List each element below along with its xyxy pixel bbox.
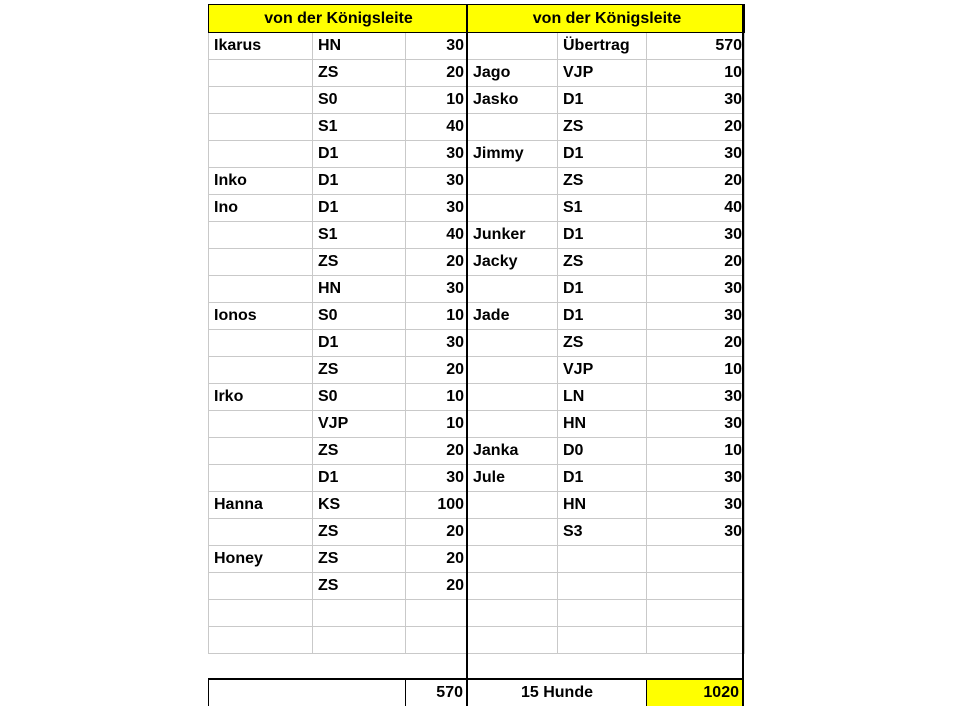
points-cell: 10	[406, 384, 467, 411]
dog-name-cell: Jule	[468, 465, 558, 492]
dog-name-cell	[468, 168, 558, 195]
points-cell: 20	[647, 114, 745, 141]
points-cell: 10	[406, 87, 467, 114]
dog-name-cell: Junker	[468, 222, 558, 249]
code-cell: ZS	[313, 546, 406, 573]
table-row	[209, 600, 467, 627]
points-cell: 20	[406, 519, 467, 546]
code-cell: D1	[558, 303, 647, 330]
dog-name-cell	[209, 330, 313, 357]
dog-name-cell	[209, 519, 313, 546]
table-row	[209, 573, 467, 600]
table-row	[209, 357, 467, 384]
code-cell: HN	[558, 492, 647, 519]
dog-name-cell	[468, 546, 558, 573]
dog-name-cell	[209, 627, 313, 654]
code-cell: D1	[313, 141, 406, 168]
code-cell: D0	[558, 438, 647, 465]
dog-name-cell	[468, 114, 558, 141]
dog-name-cell	[209, 465, 313, 492]
points-cell: 10	[406, 411, 467, 438]
code-cell: Übertrag	[558, 33, 647, 60]
table-row	[209, 168, 467, 195]
points-cell: 20	[406, 60, 467, 87]
code-cell: VJP	[558, 357, 647, 384]
points-cell: 30	[406, 276, 467, 303]
left-rows	[209, 33, 467, 654]
code-cell: VJP	[558, 60, 647, 87]
code-cell: KS	[313, 492, 406, 519]
table-row	[468, 492, 745, 519]
points-cell: 30	[647, 465, 745, 492]
table-row	[468, 438, 745, 465]
points-cell: 40	[406, 114, 467, 141]
table-row	[209, 438, 467, 465]
points-cell: 30	[406, 33, 467, 60]
dog-name-cell	[468, 384, 558, 411]
points-cell: 40	[406, 222, 467, 249]
code-cell: ZS	[313, 519, 406, 546]
dog-name-cell	[209, 276, 313, 303]
table-row	[209, 141, 467, 168]
table-row	[468, 600, 745, 627]
code-cell: LN	[558, 384, 647, 411]
table-row	[468, 276, 745, 303]
code-cell: D1	[558, 465, 647, 492]
points-cell: 20	[406, 573, 467, 600]
table-row	[468, 33, 745, 60]
points-cell: 30	[406, 465, 467, 492]
points-cell	[647, 573, 745, 600]
right-rows	[468, 33, 745, 654]
dog-name-cell	[209, 60, 313, 87]
code-cell: S3	[558, 519, 647, 546]
table-row	[468, 303, 745, 330]
left-header: von der Königsleite	[209, 5, 467, 33]
dog-name-cell	[209, 114, 313, 141]
dog-name-cell: Jade	[468, 303, 558, 330]
table-row	[209, 627, 467, 654]
table-row	[468, 627, 745, 654]
points-cell: 20	[647, 168, 745, 195]
dog-name-cell	[468, 519, 558, 546]
table-row	[468, 168, 745, 195]
dog-name-cell	[468, 357, 558, 384]
points-cell: 30	[647, 384, 745, 411]
code-cell: D1	[313, 330, 406, 357]
points-cell: 30	[406, 141, 467, 168]
table-row	[468, 384, 745, 411]
code-cell	[558, 546, 647, 573]
points-cell: 20	[406, 438, 467, 465]
code-cell: HN	[558, 411, 647, 438]
code-cell: S1	[313, 222, 406, 249]
dog-name-cell: Ino	[209, 195, 313, 222]
dog-name-cell	[468, 627, 558, 654]
code-cell: ZS	[313, 438, 406, 465]
left-table	[208, 4, 467, 654]
table-row	[209, 492, 467, 519]
code-cell: S1	[313, 114, 406, 141]
table-row	[209, 519, 467, 546]
points-cell	[406, 600, 467, 627]
code-cell: D1	[558, 87, 647, 114]
table-row	[468, 546, 745, 573]
left-total-label	[208, 680, 405, 706]
table-row	[468, 195, 745, 222]
code-cell: ZS	[313, 573, 406, 600]
points-cell: 10	[647, 438, 745, 465]
dog-name-cell: Jago	[468, 60, 558, 87]
points-cell: 10	[647, 60, 745, 87]
code-cell: D1	[313, 465, 406, 492]
code-cell: D1	[313, 195, 406, 222]
dog-name-cell	[468, 330, 558, 357]
code-cell	[558, 573, 647, 600]
code-cell: S1	[558, 195, 647, 222]
totals-row	[208, 678, 744, 706]
table-row	[468, 411, 745, 438]
code-cell	[313, 627, 406, 654]
dog-name-cell	[468, 33, 558, 60]
table-row	[468, 465, 745, 492]
code-cell: ZS	[313, 60, 406, 87]
table-row	[468, 141, 745, 168]
table-row	[468, 519, 745, 546]
dog-name-cell: Honey	[209, 546, 313, 573]
dog-name-cell: Irko	[209, 384, 313, 411]
code-cell	[313, 600, 406, 627]
table-row	[468, 330, 745, 357]
column-divider	[466, 4, 468, 706]
dog-name-cell	[468, 276, 558, 303]
points-cell: 100	[406, 492, 467, 519]
right-table	[467, 4, 745, 654]
code-cell: D1	[313, 168, 406, 195]
code-cell: ZS	[558, 330, 647, 357]
points-cell: 30	[647, 492, 745, 519]
points-cell	[406, 627, 467, 654]
code-cell: HN	[313, 276, 406, 303]
table-row	[209, 195, 467, 222]
dog-name-cell: Ionos	[209, 303, 313, 330]
code-cell: ZS	[558, 249, 647, 276]
table-row	[209, 60, 467, 87]
points-cell: 30	[647, 276, 745, 303]
right-header: von der Königsleite	[468, 5, 745, 33]
points-cell: 570	[647, 33, 745, 60]
grand-total: 1020	[646, 680, 742, 706]
points-cell: 10	[406, 303, 467, 330]
code-cell: S0	[313, 87, 406, 114]
points-cell: 40	[647, 195, 745, 222]
dog-name-cell	[468, 195, 558, 222]
code-cell: ZS	[558, 168, 647, 195]
points-cell: 30	[406, 330, 467, 357]
points-cell: 30	[647, 303, 745, 330]
points-cell	[647, 627, 745, 654]
table-row	[468, 222, 745, 249]
code-cell: ZS	[313, 357, 406, 384]
dog-name-cell	[468, 600, 558, 627]
points-cell: 20	[647, 249, 745, 276]
spreadsheet	[208, 4, 744, 706]
dog-name-cell: Inko	[209, 168, 313, 195]
points-cell: 20	[647, 330, 745, 357]
points-cell: 20	[406, 357, 467, 384]
dog-name-cell: Janka	[468, 438, 558, 465]
points-cell: 20	[406, 546, 467, 573]
table-row	[209, 384, 467, 411]
dog-name-cell: Hanna	[209, 492, 313, 519]
dog-name-cell	[209, 222, 313, 249]
dog-name-cell	[209, 438, 313, 465]
dog-count-label: 15 Hunde	[520, 684, 593, 701]
table-row	[468, 249, 745, 276]
dog-name-cell: Jasko	[468, 87, 558, 114]
dog-name-cell: Jacky	[468, 249, 558, 276]
table-row	[468, 357, 745, 384]
table-row	[209, 222, 467, 249]
points-cell: 30	[406, 168, 467, 195]
table-row	[468, 114, 745, 141]
points-cell: 30	[647, 411, 745, 438]
points-cell: 20	[406, 249, 467, 276]
dog-name-cell	[209, 249, 313, 276]
table-row	[209, 411, 467, 438]
points-cell	[647, 600, 745, 627]
code-cell: HN	[313, 33, 406, 60]
dog-name-cell	[209, 600, 313, 627]
code-cell: ZS	[313, 249, 406, 276]
points-cell: 30	[406, 195, 467, 222]
code-cell: D1	[558, 141, 647, 168]
code-cell: S0	[313, 384, 406, 411]
code-cell: D1	[558, 276, 647, 303]
table-row	[468, 573, 745, 600]
dog-name-cell	[468, 492, 558, 519]
code-cell: ZS	[558, 114, 647, 141]
table-row	[209, 87, 467, 114]
points-cell	[647, 546, 745, 573]
table-row	[209, 465, 467, 492]
dog-name-cell	[468, 411, 558, 438]
table-row	[209, 276, 467, 303]
points-cell: 30	[647, 141, 745, 168]
table-row	[209, 303, 467, 330]
table-row	[209, 330, 467, 357]
code-cell	[558, 600, 647, 627]
points-cell: 30	[647, 519, 745, 546]
dog-name-cell	[209, 141, 313, 168]
table-row	[468, 87, 745, 114]
code-cell: S0	[313, 303, 406, 330]
code-cell	[558, 627, 647, 654]
points-cell: 30	[647, 87, 745, 114]
code-cell: VJP	[313, 411, 406, 438]
table-row	[209, 249, 467, 276]
points-cell: 30	[647, 222, 745, 249]
dog-name-cell	[209, 87, 313, 114]
table-row	[209, 546, 467, 573]
points-cell: 10	[647, 357, 745, 384]
dog-name-cell: Jimmy	[468, 141, 558, 168]
dog-name-cell	[209, 357, 313, 384]
table-row	[209, 33, 467, 60]
dog-name-cell: Ikarus	[209, 33, 313, 60]
table-row	[468, 60, 745, 87]
dog-name-cell	[468, 573, 558, 600]
code-cell: D1	[558, 222, 647, 249]
dog-name-cell	[209, 573, 313, 600]
left-total: 570	[405, 680, 466, 706]
table-row	[209, 114, 467, 141]
dog-name-cell	[209, 411, 313, 438]
right-border	[742, 4, 744, 706]
